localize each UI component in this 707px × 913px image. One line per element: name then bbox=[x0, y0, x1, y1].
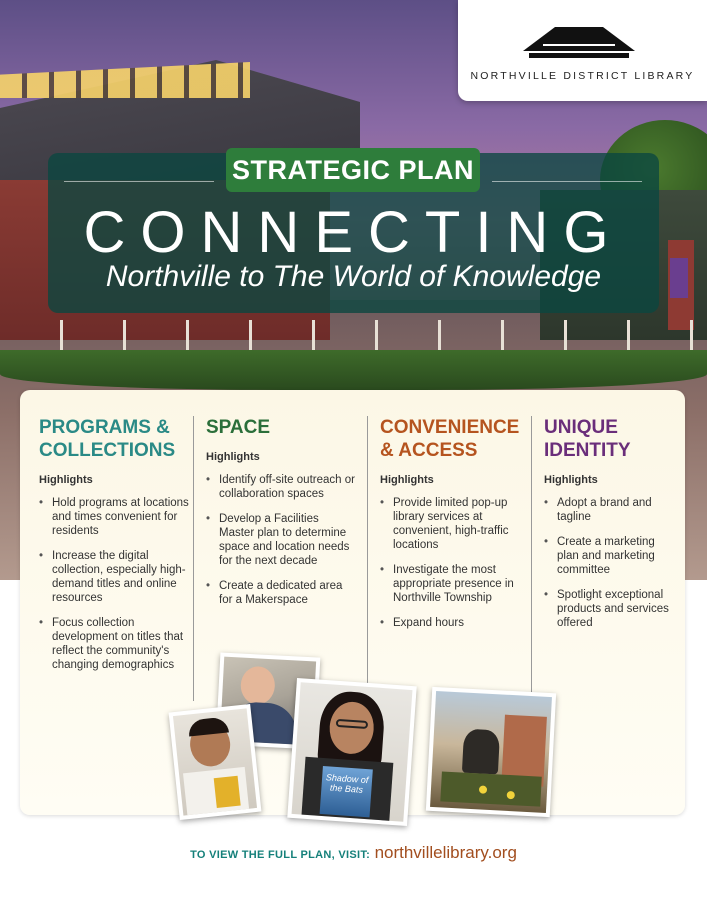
footer bbox=[0, 843, 707, 863]
list-item: • Hold programs at locations and times convenient for residents bbox=[39, 496, 189, 538]
column-convenience-access bbox=[380, 416, 530, 641]
column-unique-identity bbox=[544, 416, 674, 641]
heading-line: PROGRAMS & bbox=[39, 417, 170, 438]
column-heading bbox=[544, 416, 674, 462]
column-heading bbox=[39, 416, 189, 462]
hero-title: CONNECTING bbox=[83, 200, 624, 265]
highlights-list bbox=[206, 473, 356, 607]
list-item: • Identify off-site outreach or collaboration spaces bbox=[206, 473, 356, 501]
list-item: • Investigate the most appropriate presence in Northville Township bbox=[380, 563, 530, 605]
heading-line: COLLECTIONS bbox=[39, 440, 176, 461]
library-building-windows bbox=[0, 62, 250, 98]
badge-rule-left bbox=[64, 181, 214, 182]
list-item: • Increase the digital collection, especially high-demand titles and online resources bbox=[39, 549, 189, 605]
heading-line: UNIQUE bbox=[544, 417, 618, 438]
highlights-list bbox=[39, 496, 189, 672]
column-divider bbox=[367, 416, 368, 701]
hero-subtitle: Northville to The World of Knowledge bbox=[105, 260, 602, 293]
list-item: • Focus collection development on titles that reflect the community's changing demographics bbox=[39, 616, 189, 672]
highlights-list bbox=[544, 496, 674, 630]
heading-line: SPACE bbox=[206, 417, 271, 438]
list-item: • Develop a Facilities Master plan to determine space and location needs for the next decade bbox=[206, 512, 356, 568]
list-item: • Expand hours bbox=[380, 616, 530, 630]
highlights-label: Highlights bbox=[544, 474, 598, 486]
photo-girl-with-book bbox=[287, 678, 416, 826]
list-item: • Spotlight exceptional products and services offered bbox=[544, 588, 674, 630]
hedge bbox=[0, 350, 707, 390]
strategic-plan-badge: STRATEGIC PLAN bbox=[226, 148, 480, 192]
column-divider bbox=[193, 416, 194, 701]
photo-boy-with-book bbox=[169, 704, 262, 820]
photo-statue bbox=[426, 687, 556, 817]
column-divider bbox=[531, 416, 532, 701]
column-heading bbox=[380, 416, 530, 462]
book-cover: Shadow of the Bats bbox=[320, 766, 373, 817]
highlights-list bbox=[380, 496, 530, 630]
highlights-label: Highlights bbox=[206, 451, 260, 463]
list-item: • Adopt a brand and tagline bbox=[544, 496, 674, 524]
library-name: NORTHVILLE DISTRICT LIBRARY bbox=[470, 70, 695, 82]
footer-lead: TO VIEW THE FULL PLAN, VISIT: bbox=[190, 849, 371, 861]
column-programs-collections bbox=[39, 416, 189, 683]
column-space bbox=[206, 416, 356, 618]
highlights-label: Highlights bbox=[380, 474, 434, 486]
heading-line: CONVENIENCE bbox=[380, 417, 520, 438]
pillar-banner bbox=[670, 258, 688, 298]
website-link[interactable]: northvillelibrary.org bbox=[374, 843, 517, 862]
heading-line: & ACCESS bbox=[380, 440, 478, 461]
badge-rule-right bbox=[492, 181, 642, 182]
list-item: • Provide limited pop-up library services at convenient, high-traffic locations bbox=[380, 496, 530, 552]
list-item: • Create a marketing plan and marketing committee bbox=[544, 535, 674, 577]
highlights-label: Highlights bbox=[39, 474, 93, 486]
list-item: • Create a dedicated area for a Makerspace bbox=[206, 579, 356, 607]
column-heading bbox=[206, 416, 356, 439]
heading-line: IDENTITY bbox=[544, 440, 631, 461]
library-roof-logo-icon bbox=[523, 27, 635, 61]
